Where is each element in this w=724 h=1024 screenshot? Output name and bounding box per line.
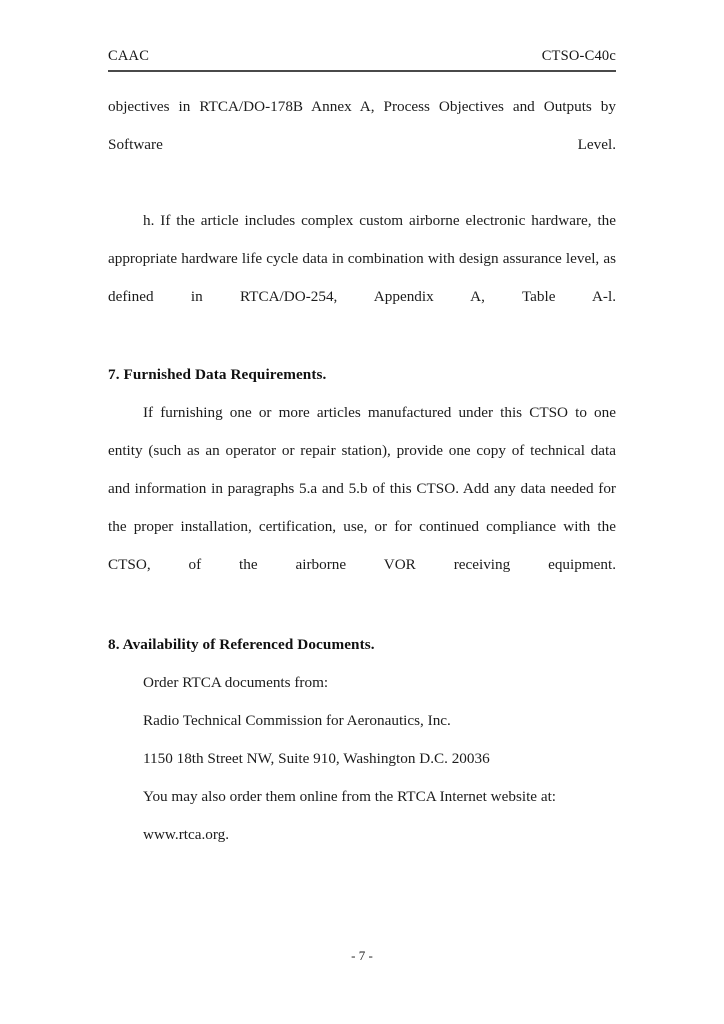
section-7-heading: 7. Furnished Data Requirements. (108, 366, 327, 383)
referenced-documents-list (108, 664, 616, 854)
list-item: You may also order them online from the RTCA Internet website at: (143, 788, 557, 805)
page-header (108, 48, 616, 65)
section-7-paragraph: If furnishing one or more articles manufactured under this CTSO to one entity (such as an operator or repair station), provide one copy of technical data and information in paragraphs 5.a and 5.b of this CTSO. Add any data needed for the proper installation, certification, use, or for continued compliance with the CTSO, of the airborne VOR receiving equipment. (108, 404, 616, 573)
section-8-heading: 8. Availability of Referenced Documents. (108, 636, 375, 653)
header-divider (108, 70, 616, 72)
list-item: 1150 18th Street NW, Suite 910, Washington D.C. 20036 (143, 750, 490, 767)
page-number-footer: - 7 - (351, 948, 373, 963)
list-item: Order RTCA documents from: (143, 674, 329, 691)
header-left-label: CAAC (108, 48, 150, 64)
list-item: Radio Technical Commission for Aeronautics, Inc. (143, 712, 451, 729)
paragraph-g-continued: objectives in RTCA/DO-178B Annex A, Process Objectives and Outputs by Software Level. (108, 98, 616, 153)
document-body (108, 88, 616, 854)
list-item: www.rtca.org. (143, 826, 230, 843)
paragraph-h: h. If the article includes complex custom airborne electronic hardware, the appropriate hardware life cycle data in combination with design assurance level, as defined in RTCA/DO-254, Appendix A, Table A-l. (108, 212, 616, 305)
header-right-label: CTSO-C40c (541, 48, 616, 64)
